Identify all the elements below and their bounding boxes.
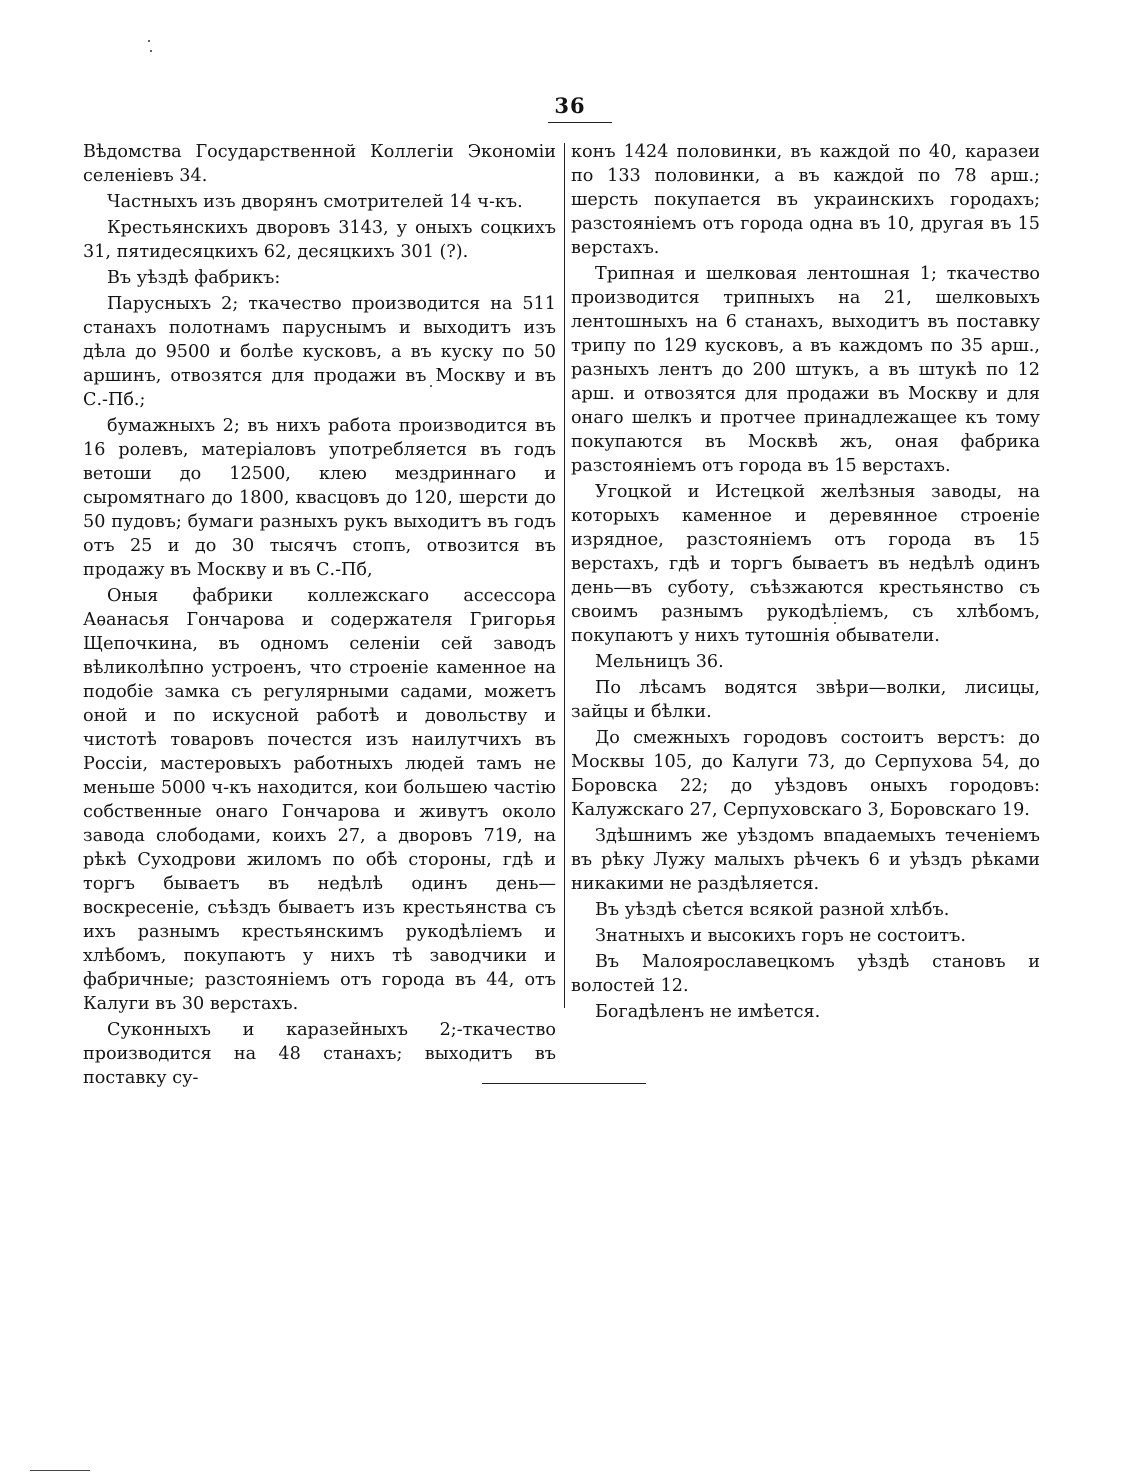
page-speck: [148, 40, 150, 42]
paragraph: Суконныхъ и каразейныхъ 2;-ткачество производится на 48 станахъ; выходитъ въ поставку су-: [83, 1020, 556, 1088]
paragraph: Здѣшнимъ же уѣздомъ впадаемыхъ теченіемъ въ рѣку Лужу малыхъ рѣчекъ 6 и уѣздъ рѣками никакими не раздѣляется.: [571, 826, 1040, 894]
paragraph: Въ Малоярославецкомъ уѣздѣ становъ и волостей 12.: [571, 952, 1040, 996]
paragraph: До смежныхъ городовъ состоитъ верстъ: до Москвы 105, до Калуги 73, до Серпухова 54, до Боровска 22; до уѣздовъ оныхъ городовъ: Калужскаго 27, Серпуховскаго 3, Боровскаго 19.: [571, 728, 1040, 820]
column-divider: [564, 143, 565, 1008]
page-number: 36: [554, 93, 586, 118]
paragraph: Оныя фабрики коллежскаго ассессора Аѳанасья Гончарова и содержателя Григорья Щепочкина, въ одномъ селеніи сей заводъ вѣликолѣпно устроенъ, что строеніе каменное на подобіе замка съ регулярными садами, можетъ оной и по искусной работѣ и довольству и чистотѣ товаровъ почестся изъ наилутчихъ въ Россіи, мастеровыхъ работныхъ людей тамъ не меньше 5000 ч-къ находится, кои большею частію собственные онаго Гончарова и живутъ около завода слободами, коихъ 27, а дворовъ 719, на рѣкѣ Суходрови жиломъ по обѣ стороны, гдѣ и торгъ бываетъ въ недѣлѣ одинъ день—воскресеніе, съѣздъ бываетъ изъ крестьянства съ ихъ разнымъ крестьянскимъ рукодѣліемъ и хлѣбомъ, покупаютъ у нихъ тѣ заводчики и фабричные; разстояніемъ отъ города въ 44, отъ Калуги въ 30 верстахъ.: [83, 586, 556, 1014]
paragraph: Знатныхъ и высокихъ горъ не состоитъ.: [595, 926, 966, 946]
end-rule: [482, 1083, 646, 1084]
paragraph: Въ уѣздѣ сѣется всякой разной хлѣбъ.: [595, 900, 950, 920]
paragraph: По лѣсамъ водятся звѣри—волки, лисицы, зайцы и бѣлки.: [571, 678, 1040, 722]
paragraph: Частныхъ изъ дворянъ смотрителей 14 ч-къ.: [107, 192, 523, 212]
paragraph: Парусныхъ 2; ткачество производится на 511 станахъ полотнамъ паруснымъ и выходитъ изъ дѣла до 9500 и болѣе кусковъ, а въ куску по 50 аршинъ, отвозятся для продажи въ Москву и въ С.-Пб.;: [83, 294, 556, 410]
scan-edge-mark: [30, 1470, 90, 1471]
page-speck: [150, 50, 152, 52]
page-number-rule: [548, 122, 612, 123]
paragraph: Богадѣленъ не имѣется.: [595, 1002, 821, 1022]
paragraph: Угоцкой и Истецкой желѣзныя заводы, на которыхъ каменное и деревянное строеніе изрядное, разстояніемъ отъ города въ 15 верстахъ, гдѣ и торгъ бываетъ въ недѣлѣ одинъ день—въ суботу, съѣзжаются крестьянство съ своимъ разнымъ рукодѣліемъ, съ хлѣбомъ, покупаютъ у нихъ тутошнія обыватели.: [571, 482, 1040, 646]
left-column: [83, 140, 556, 1090]
paragraph: бумажныхъ 2; въ нихъ работа производится въ 16 ролевъ, матеріаловъ употребляется въ годъ ветоши до 12500, клею мездриннаго и сыромятнаго до 1800, квасцовъ до 120, шерсти до 50 пудовъ; бумаги разныхъ рукъ выходитъ въ годъ отъ 25 и до 30 тысячъ стопъ, отвозится въ продажу въ Москву и въ С.-Пб,: [83, 416, 556, 580]
right-column: [571, 140, 1040, 1024]
paragraph: Мельницъ 36.: [595, 652, 724, 672]
paragraph: Вѣдомства Государственной Коллегіи Экономіи селеніевъ 34.: [83, 142, 556, 186]
paragraph: Въ уѣздѣ фабрикъ:: [107, 268, 281, 288]
paragraph: конъ 1424 половинки, въ каждой по 40, каразеи по 133 половинки, а въ каждой по 78 арш.; шерсть покупается въ украинскихъ городахъ; разстояніемъ отъ города одна въ 10, другая въ 15 верстахъ.: [571, 142, 1040, 258]
paragraph: Крестьянскихъ дворовъ 3143, у оныхъ соцкихъ 31, пятидесяцкихъ 62, десяцкихъ 301 (?).: [83, 218, 556, 262]
paragraph: Трипная и шелковая лентошная 1; ткачество производится трипныхъ на 21, шелковыхъ лентошныхъ на 6 станахъ, выходитъ въ поставку трипу по 129 кусковъ, а въ каждомъ по 35 арш., разныхъ лентъ до 200 штукъ, а въ штукѣ по 12 арш. и отвозятся для продажи въ Москву и для онаго шелкъ и протчее принадлежащее къ тому покупаются въ Москвѣ жъ, оная фабрика разстояніемъ отъ города въ 15 верстахъ.: [571, 264, 1040, 476]
